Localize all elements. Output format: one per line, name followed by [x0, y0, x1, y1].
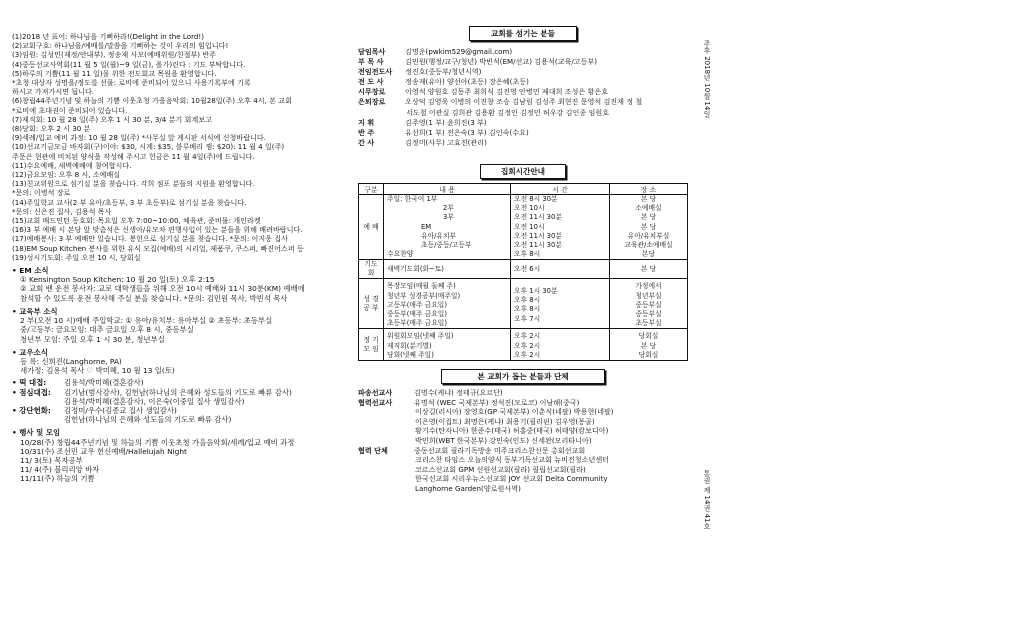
schedule-time: 오후 2시	[514, 332, 541, 341]
event-line: 11/ 4(주) 블리리앙 바자	[20, 465, 100, 475]
mission-continued: 황기수(탄자니아) 한준수(태국) 허홍중(태국) 허태양(캄보디아)	[415, 426, 609, 436]
member-news-title-text: 교우소식	[19, 347, 48, 357]
schedule-category: 성 경 공 부	[359, 279, 384, 329]
mission-continued: 크리스찬 타임스 오늘의양식 동부기독선교회 뉴비전청소년센터	[415, 455, 610, 465]
schedule-content: 3부	[443, 213, 454, 222]
schedule-place: 청년부실	[635, 291, 662, 300]
schedule-time: 오후 7시	[514, 314, 541, 323]
offering-row	[12, 397, 337, 406]
member-news-list	[12, 357, 337, 375]
notice-line: (7)제직회: 10 월 28 일(주) 오후 1 시 30 분, 3/4 분기 회계보고	[12, 114, 212, 124]
staff-role: 시무장로	[358, 87, 386, 97]
member-news-line: 등 록: 신희진(Langhorne, PA)	[20, 356, 122, 366]
schedule-places	[610, 194, 688, 259]
schedule-category: 예 배	[359, 194, 384, 259]
schedule-place: 본 당	[640, 264, 657, 273]
schedule-content: 수요찬양	[387, 250, 414, 259]
staff-role: 간 사	[358, 137, 375, 147]
offering-row	[12, 378, 337, 387]
schedule-header-cell: 내 용	[384, 183, 511, 194]
schedule-place: 본 당	[640, 213, 657, 222]
schedule-header-row	[359, 183, 688, 194]
schedule-content: 청년부 성경공부(매주일)	[387, 291, 461, 300]
schedule-place: 당회실	[638, 332, 659, 341]
schedule-content: 중등부(매주 금요일)	[387, 309, 447, 318]
offering-text: 김헌남(하나님의 은혜와 성도들의 기도로 빠류 감사)	[64, 415, 232, 425]
staff-role: 은퇴장로	[358, 97, 386, 107]
notice-line: (3)임원: 김성민(재정/안내부), 정송재 사모(예배위원/친절부) 반주	[12, 50, 217, 60]
edu-news-title-text: 교육부 소식	[19, 306, 58, 316]
schedule-times	[511, 194, 610, 259]
em-news-title-text: EM 소식	[19, 266, 49, 276]
member-news-line: 새가정: 김용석 목사 ♡ 박미혜, 10 월 13 일(토)	[20, 366, 175, 376]
staff-role: 담임목사	[358, 47, 386, 56]
offering-label: • 점심대접:	[12, 387, 51, 397]
notice-line: (15)교회 배드민턴 동호회: 목요일 오후 7:00~10:00, 체육관, 준비물: 개인라켓	[12, 216, 261, 226]
staff-row	[358, 67, 688, 77]
mission-continued: 이상길(러시아) 장영호(GP 국제본부) 이춘식(네팔) 박용현(네팔)	[415, 407, 614, 417]
schedule-place: 가정에서	[635, 282, 662, 291]
schedule-place: 본 당	[640, 222, 657, 231]
staff-names: 김민원(행정/교구/청년) 박빈석(EM/선교) 김용석(교육/고등부)	[405, 57, 598, 67]
schedule-group-row	[359, 194, 688, 259]
em-news-title: • EM 소식	[12, 266, 49, 276]
notice-line: 하시고 가져가시면 됩니다.	[12, 87, 95, 97]
mission-continued: Langhorne Garden(양로원사역)	[415, 483, 521, 493]
schedule-category: 기도회	[359, 260, 384, 279]
staff-role: 반 주	[358, 127, 375, 137]
schedule-group-row	[359, 260, 688, 279]
edu-news-list	[12, 316, 337, 344]
offering-list	[12, 378, 337, 424]
staff-row	[358, 118, 688, 128]
schedule-times	[511, 279, 610, 329]
offering-row	[12, 415, 337, 424]
schedule-content: 초등/중등/고등부	[421, 240, 472, 249]
schedule-contents	[384, 279, 511, 329]
notice-line: *로비에 초대권이 준비되어 있습니다.	[12, 105, 128, 115]
staff-names-continued: 서도철 이관실 김희관 김용환 김정인 김정민 허우강 김인종 임원호	[406, 107, 610, 117]
schedule-places	[610, 329, 688, 361]
staff-row	[358, 138, 688, 148]
schedule-content: 당회(넷째 주일)	[387, 350, 434, 359]
schedule-place: 유아/유치부실	[627, 231, 670, 240]
edu-news-line: 청년부 모임: 주일 오후 1 시 30 분, 청년부실	[20, 334, 165, 344]
mission-continued: 박민희(WBT 한국본부) 강민숙(인도) 신세완(모리타니아)	[415, 435, 592, 445]
schedule-table	[358, 183, 688, 361]
schedule-place: 교육관/소예배실	[624, 240, 673, 249]
staff-role: 전임전도사	[358, 67, 393, 77]
schedule-content: 2부	[443, 204, 454, 213]
staff-names: 김주영(1 부) 윤희진(3 부)	[405, 117, 487, 127]
schedule-content: 새벽기도회(화~토)	[387, 264, 444, 273]
notice-line: (11)수요예배, 새벽예배에 참여합시다.	[12, 160, 132, 170]
staff-names: 정송재(유아) 양선아(초등) 장은혜(초등)	[405, 77, 529, 87]
schedule-place: 당회실	[638, 350, 659, 359]
schedule-time: 오후 8시	[514, 305, 541, 314]
notice-line: (4)중등선교사역회(11 월 5 일(월)~9 일(금), 폴가)린다 : 기도 부탁합니다.	[12, 59, 246, 69]
staff-row	[358, 97, 688, 107]
schedule-time: 오후 8시	[514, 296, 541, 305]
notice-line: (9)세례/입교 예비 과정: 10 월 28 일(주) *사무실 앞 게시판 서식에 신청바랍니다.	[12, 133, 267, 143]
schedule-time: 오전 6시	[514, 264, 541, 273]
edu-news-title: • 교육부 소식	[12, 306, 58, 316]
notice-line: (13)친교위원으로 섬기실 분을 찾습니다. 각희 점포 분들의 지원을 환영합니다.	[12, 179, 255, 189]
mission-continued: 이은영(이집트) 최명은(케냐) 최용기(필리핀) 김우영(몽골)	[415, 416, 595, 426]
schedule-header-cell: 시 간	[511, 183, 610, 194]
member-news-title: • 교우소식	[12, 347, 48, 357]
notice-line: (12)금요모임: 오후 8 시, 소예배실	[12, 170, 121, 180]
mission-role: 파송선교사	[358, 387, 393, 397]
schedule-time: 오전 10시	[514, 222, 545, 231]
schedule-place: 중등부실	[635, 300, 662, 309]
notice-line: (16)3 부 예배 시 본당 앞 맞춤석은 신생아/유모차 편행사입이 있는 분들을 위해 배려바랍니다.	[12, 225, 303, 235]
offering-text: 김정미/우수(김종교 집사 생일감사)	[64, 405, 177, 415]
schedule-time: 오후 1시 30분	[514, 286, 558, 295]
staff-row	[358, 77, 688, 87]
mission-continued: 한국선교회 시리우뉴스선교회 JOY 선교회 Delta Community	[415, 474, 608, 484]
offering-text: 김용석/박미혜(결혼감사), 이은숙(이중일 집사 생일감사)	[64, 396, 245, 406]
schedule-content: 고등부(매주 금요일)	[387, 300, 447, 309]
staff-names: 오상덕 김영욱 이병의 이진창 조승 김남림 김성주 최현진 문영석 김진재 정 철	[405, 97, 643, 107]
staff-row	[358, 47, 688, 57]
staff-row	[358, 87, 688, 97]
mission-continued: 코르스선교회 GPM 선원선교회(필라) 필립선교회(필라)	[415, 464, 586, 474]
notice-line: (14)주일학교 교사(2 부 유아/초등부, 3 부 초등부)로 섬기실 분을 찾습니다.	[12, 197, 247, 207]
bulletin-volume: 통권 제 14권 41호	[703, 470, 711, 530]
em-news-list	[12, 275, 337, 303]
mission-role: 협력 단체	[358, 445, 388, 455]
mission-role: 협력선교사	[358, 397, 393, 407]
mission-row	[358, 446, 688, 456]
schedule-section-title: 집회시간안내	[480, 164, 566, 179]
schedule-time: 오전 11시 30분	[514, 213, 562, 222]
staff-names: 김명운(pwkim529@gmail.com)	[405, 47, 513, 56]
event-line: 11/11(주) 하늘의 기쁨	[20, 474, 95, 484]
staff-list	[358, 47, 688, 148]
offering-text: 김기남(범사감사), 김헌남(하나님의 은혜와 성도들의 기도로 빠류 감사)	[64, 387, 292, 397]
staff-names: 정진호(중등부/청년시역)	[405, 67, 482, 77]
mission-text: 유명석 (WEC 국제본부) 정석진(모로코) 이남해(중국)	[414, 397, 580, 407]
schedule-time: 오후 8시	[514, 250, 541, 259]
offering-label: • 강단헌화:	[12, 405, 51, 415]
schedule-times	[511, 329, 610, 361]
schedule-places	[610, 260, 688, 279]
notice-line: (1)2018 년 표어: 하나님을 기뻐하라!(Delight in the Lord!)	[12, 32, 204, 41]
offering-label: • 떡 대접:	[12, 378, 47, 388]
notice-line: (5)하루의 기쁨(11 월 11 일)을 위한 전도회교 목원을 환영합니다.	[12, 68, 217, 78]
church-info-column	[358, 26, 688, 494]
notice-line: *문의: 신은진 집사, 김용석 목사	[12, 206, 112, 216]
staff-names: 이영석 양원호 김동주 최희식 김진영 안병민 제대희 조성은 황은호	[405, 87, 609, 97]
schedule-place: 중등부실	[635, 309, 662, 318]
schedule-content: 주일: 한국어 1부	[387, 194, 438, 203]
staff-role: 전 도 사	[358, 77, 384, 87]
event-line: 11/ 3(토) 목자공부	[20, 455, 83, 465]
staff-names: 김정미(사무) 고효진(관리)	[405, 137, 487, 147]
schedule-content: 위원회모임(넷째 주일)	[387, 332, 454, 341]
em-news-line: 참석할 수 있도록 운전 봉사해 주실 분을 찾습니다. *문의: 김민원 목사, 박빈석 목사	[20, 293, 288, 303]
notice-line: (6)창립44주년기념 및 하늘의 기쁨 이웃초청 가을음악회: 10월28일(주) 오후 4시, 본 교회	[12, 96, 292, 106]
notice-line: (10)선교기금모금 바자회(구)이야: $30, 시계: $35, 블루베리 잼: $20): 11 월 4 일(주)	[12, 142, 285, 152]
missions-section-title: 본 교회가 돕는 분들과 단체	[441, 369, 605, 384]
schedule-header-cell: 장 소	[610, 183, 688, 194]
mission-text: 중동선교회 필라기독방송 미주크리스찬신문 총회선교회	[414, 445, 586, 455]
mission-text: 김명수(케냐) 정태규(요르단)	[414, 387, 503, 397]
notice-line: 주문은 현관에 비치된 양식을 작성해 주시고 헌금은 11 월 4일(주)에 드립니다.	[12, 151, 255, 161]
edu-news-line: 2 부(오전 10 시)예배 주일학교: ① 유아/유치부: 유아부실 ② 초등부: 초등부실	[20, 316, 273, 326]
schedule-content: 제직회(분기별)	[387, 341, 432, 350]
announcements-column	[12, 32, 337, 484]
em-news-line: ② 교회 밴 운전 봉사자: 교로 대학생들을 위해 오전 10시 예배와 11시 30분(KM) 예배에	[20, 284, 305, 294]
offering-text: 김용석/박미혜(결혼감사)	[64, 378, 144, 388]
mission-row	[358, 388, 688, 398]
notice-list	[12, 32, 337, 262]
schedule-content: EM	[421, 222, 432, 231]
schedule-place: 본 당	[640, 341, 657, 350]
schedule-content: 유아/유치부	[421, 231, 457, 240]
offering-row	[12, 388, 337, 397]
schedule-group-row	[359, 279, 688, 329]
schedule-contents	[384, 194, 511, 259]
schedule-places	[610, 279, 688, 329]
schedule-contents	[384, 260, 511, 279]
notice-line: (2)교회구호: 하나님을/예배를/말씀을 기뻐하는 것이 우리의 힘입니다!	[12, 41, 229, 51]
notice-line: (8)당회: 오후 2 시 30 분	[12, 124, 91, 134]
em-news-line: ① Kensington Soup Kitchen: 10 월 20 일(토) 오후 2:15	[20, 275, 215, 285]
schedule-contents	[384, 329, 511, 361]
schedule-place: 본 당	[640, 194, 657, 203]
edu-news-line: 중/고등부: 금요모임: 대추 금요일 오후 8 시, 중등부실	[20, 325, 194, 335]
staff-names: 유선희(1 부) 전은숙(3 부) 김인숙(수요)	[405, 127, 529, 137]
schedule-place: 소예배실	[635, 204, 662, 213]
schedule-header-cell: 구분	[359, 183, 384, 194]
event-line: 10/28(주) 창립44주년기념 및 하늘의 기쁨 이웃초청 가을음악회/세례/입교 예비 과정	[20, 437, 295, 447]
staff-row	[358, 57, 688, 67]
mission-row	[358, 398, 688, 408]
schedule-time: 오전 10시	[514, 204, 545, 213]
notice-line: (19)성시기도회: 주일 오전 10 시, 당회실	[12, 252, 141, 262]
notice-line: *초청 대상자 성명을/정도를 선물: 로비에 준비되어 있으니 사용기록부에 기록	[12, 78, 251, 88]
events-list	[12, 438, 337, 484]
event-line: 10/31(수) 조선민 교우 헌신예배/Hallelujah Night	[20, 446, 187, 456]
schedule-content: 초등부(매주 금요일)	[387, 319, 447, 328]
schedule-category: 정 기 모 임	[359, 329, 384, 361]
missions-list	[358, 388, 688, 494]
schedule-content: 목장모임(매월 둘째 주)	[387, 282, 456, 291]
staff-role: 지 휘	[358, 117, 375, 127]
schedule-group-row	[359, 329, 688, 361]
schedule-time: 오전 11시 30분	[514, 231, 562, 240]
notice-line: (18)EM Soup Kitchen 봉사를 위한 유식 모집(예배)의 시리얼, 제품쿠, 쿠스퍼, 빠진어스퍼 등	[12, 243, 304, 253]
notice-line: *문의: 이병석 장로	[12, 188, 71, 198]
bulletin-date: 주후 2018년 10월 14일	[703, 40, 711, 118]
schedule-place: 본당	[641, 250, 656, 259]
events-title: • 행사 및 모임	[12, 428, 61, 438]
staff-section-title: 교회를 섬기는 분들	[469, 26, 577, 41]
schedule-time: 오후 2시	[514, 341, 541, 350]
schedule-time: 오전 8시 30분	[514, 194, 558, 203]
schedule-place: 초등부실	[635, 319, 662, 328]
staff-role: 부 목 사	[358, 57, 384, 67]
staff-row	[358, 128, 688, 138]
schedule-times	[511, 260, 610, 279]
notice-line: (17)예배봉사: 3 부 예배만 있습니다. 봉헌으로 섬기실 분을 찾습니다. *문의: 이지웅 집사	[12, 234, 288, 244]
events-title-text: 행사 및 모임	[19, 428, 61, 438]
schedule-time: 오후 2시	[514, 350, 541, 359]
offering-row	[12, 406, 337, 415]
schedule-time: 오전 11시 30분	[514, 240, 562, 249]
